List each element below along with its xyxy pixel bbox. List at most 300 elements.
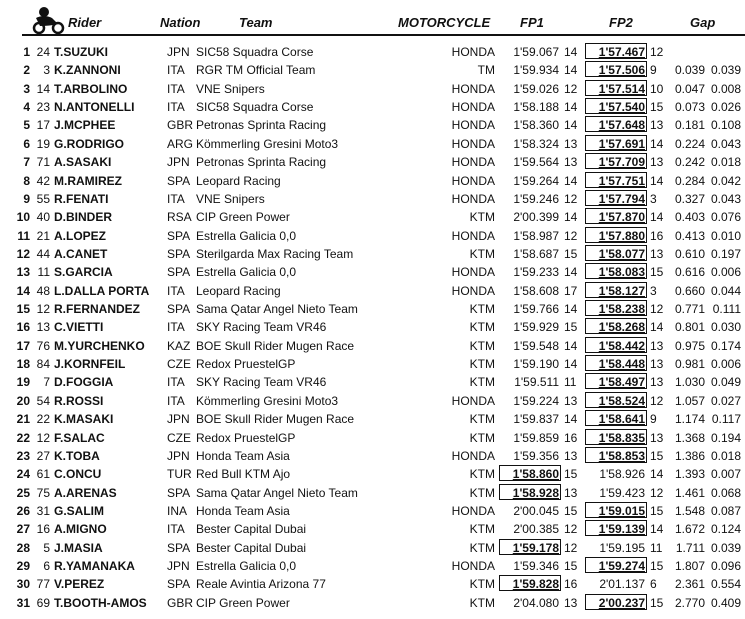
motorcycle: KTM [469,302,495,317]
table-row [0,227,745,245]
position: 4 [23,100,30,115]
gap-to-previous: 0.194 [710,430,741,445]
position: 7 [23,155,30,170]
position: 22 [16,430,30,445]
team-name: Bester Capital Dubai [196,522,307,537]
fp2-time: 1'58.127 [598,283,645,298]
gap-to-first: 0.660 [674,283,705,298]
gap-to-first: 0.224 [674,136,705,151]
motorcycle: HONDA [451,228,495,243]
position: 2 [23,63,30,78]
rider-number: 40 [36,210,50,225]
fp1-time: 1'59.264 [513,173,559,188]
fp1-time: 1'59.934 [513,63,559,78]
team-name: Redox PruestelGP [196,430,296,445]
fp1-laps: 13 [564,155,578,170]
fp1-laps: 14 [564,45,578,59]
fp2-laps: 12 [650,302,664,317]
rider-name: R.FERNANDEZ [54,302,140,317]
position: 20 [16,393,30,408]
gap-to-previous: 0.076 [710,210,741,225]
fp2-time: 1'58.835 [598,430,645,445]
fp1-laps: 13 [564,136,578,151]
table-row [0,80,745,98]
position: 10 [16,210,30,225]
fp2-time: 1'57.648 [598,118,645,133]
fp2-laps: 15 [650,559,664,574]
motorcycle: TM [477,63,495,78]
position: 26 [16,504,30,518]
table-row [0,447,745,465]
fp2-time: 1'59.274 [598,559,645,574]
team-name: SKY Racing Team VR46 [196,375,327,390]
gap-to-previous: 0.043 [710,191,741,206]
fp2-laps: 14 [650,136,664,151]
team-name: CIP Green Power [196,595,290,610]
motorcycle: HONDA [451,81,495,96]
fp1-laps: 12 [564,81,578,96]
gap-to-previous: 0.008 [710,81,741,96]
gap-to-previous: 0.096 [710,559,741,574]
team-name: VNE Snipers [196,191,265,206]
gap-to-previous: 0.026 [710,100,741,115]
fp2-time: 1'58.926 [599,467,645,482]
fp2-time: 1'57.751 [598,173,645,188]
team-name: Honda Team Asia [196,504,290,518]
rider-number: 19 [36,136,50,151]
gap-to-first: 1.386 [674,448,705,463]
rider-number: 23 [36,100,50,115]
position: 29 [16,559,30,574]
gap-to-first: 0.039 [674,63,705,78]
rider-number: 42 [36,173,50,188]
motorcycle: HONDA [451,45,495,59]
position: 12 [16,246,30,261]
table-row [0,484,745,502]
gap-to-previous: 0.039 [710,540,741,555]
position: 6 [23,136,30,151]
fp2-time: 1'58.448 [598,357,645,372]
table-row [0,318,745,336]
fp1-time: 1'59.828 [512,577,559,592]
fp1-laps: 14 [564,118,578,133]
rider-name: L.DALLA PORTA [54,283,150,298]
motorcycle: HONDA [451,504,495,518]
fp2-time: 1'57.506 [598,63,645,78]
fp2-time: 1'59.015 [598,504,645,518]
motorcycle: HONDA [451,191,495,206]
table-row [0,172,745,190]
fp1-time: 1'58.987 [513,228,559,243]
gap-to-first: 0.413 [674,228,705,243]
motorcycle: KTM [469,338,495,353]
fp2-laps: 13 [650,375,664,390]
nation: SPA [167,540,191,555]
fp2-laps: 14 [650,467,664,482]
position: 28 [16,540,30,555]
table-row [0,61,745,79]
rider-number: 13 [36,320,50,335]
motorcycle: KTM [469,467,495,482]
gap-to-previous: 0.006 [710,265,741,280]
team-name: CIP Green Power [196,210,290,225]
rider-name: A.ARENAS [54,485,117,500]
fp1-laps: 14 [564,338,578,353]
nation: TUR [167,467,192,482]
fp1-laps: 17 [564,283,578,298]
rider-name: A.MIGNO [54,522,107,537]
rider-name: D.FOGGIA [54,375,114,390]
fp2-laps: 3 [650,283,657,298]
fp2-laps: 15 [650,100,664,115]
rider-number: 12 [36,302,50,317]
fp2-laps: 14 [650,320,664,335]
fp1-laps: 12 [564,228,578,243]
nation: SPA [167,173,191,188]
table-row [0,410,745,428]
fp1-time: 1'58.928 [512,485,559,500]
rider-name: S.GARCIA [54,265,113,280]
rider-name: R.YAMANAKA [54,559,135,574]
gap-to-first: 1.548 [674,504,705,518]
rider-number: 17 [36,118,50,133]
team-header: Team [239,15,273,30]
fp1-time: 1'59.246 [513,191,559,206]
team-name: VNE Snipers [196,81,265,96]
position: 19 [16,375,30,390]
team-name: Leopard Racing [196,173,281,188]
nation: SPA [167,577,191,592]
fp1-time: 1'59.190 [513,357,559,372]
motorcycle: KTM [469,485,495,500]
table-row [0,135,745,153]
gap-to-previous: 0.068 [710,485,741,500]
nation: ITA [167,191,185,206]
nation: GBR [167,595,194,610]
fp2-time: 2'01.137 [599,577,645,592]
fp1-laps: 13 [564,448,578,463]
rider-name: K.TOBA [54,448,100,463]
rider-name: G.SALIM [54,504,104,518]
nation: ITA [167,375,185,390]
table-row [0,594,745,612]
fp2-laps: 12 [650,485,664,500]
fp2-laps: 11 [650,540,663,555]
table-row [0,392,745,410]
motorcycle: KTM [469,430,495,445]
gap-to-first: 1.030 [674,375,705,390]
rider-name: J.MCPHEE [54,118,116,133]
fp1-time: 1'58.608 [513,283,559,298]
table-header [0,0,745,40]
rider-number: 71 [36,155,50,170]
gap-to-first: 0.047 [674,81,705,96]
gap-to-previous: 0.108 [710,118,741,133]
fp2-time: 1'59.195 [599,540,645,555]
fp1-laps: 15 [564,559,578,574]
gap-to-previous: 0.197 [710,246,741,261]
rider-number: 69 [36,595,50,610]
fp2-laps: 12 [650,45,664,59]
team-name: Estrella Galicia 0,0 [196,559,297,574]
gap-to-first: 1.711 [675,540,705,555]
fp2-laps: 15 [650,595,664,610]
motorcycle: KTM [469,357,495,372]
gap-to-previous: 0.006 [710,357,741,372]
fp1-laps: 14 [564,412,578,427]
rider-number: 75 [36,485,50,500]
gap-to-first: 1.057 [674,393,705,408]
table-row [0,43,745,61]
team-name: BOE Skull Rider Mugen Race [196,412,355,427]
nation: JPN [167,559,190,574]
fp1-time: 1'58.360 [513,118,559,133]
rider-number: 24 [36,45,50,59]
fp2-laps: 3 [650,191,657,206]
team-name: Sama Qatar Angel Nieto Team [196,485,358,500]
nation: SPA [167,485,191,500]
rider-name: T.SUZUKI [54,45,108,59]
table-row [0,575,745,593]
gap-to-previous: 0.111 [712,302,741,317]
gap-to-previous: 0.049 [710,375,741,390]
gap-to-first: 1.174 [674,412,705,427]
team-name: Estrella Galicia 0,0 [196,228,297,243]
nation: ITA [167,81,185,96]
fp2-time: 1'58.524 [598,393,645,408]
motorcycle: KTM [469,320,495,335]
rider-number: 31 [36,504,50,518]
motorcycle: HONDA [451,155,495,170]
table-row [0,282,745,300]
fp2-laps: 13 [650,338,664,353]
fp2-time: 1'58.268 [598,320,645,335]
fp2-time: 1'57.709 [598,155,645,170]
nation: INA [167,504,188,518]
rider-name: C.VIETTI [54,320,104,335]
gap-to-previous: 0.030 [710,320,741,335]
table-row [0,465,745,483]
fp1-time: 1'59.346 [513,559,559,574]
gap-to-first: 0.403 [674,210,705,225]
position: 11 [17,228,30,243]
position: 17 [16,338,30,353]
fp1-time: 1'59.224 [513,393,559,408]
motorcycle: HONDA [451,448,495,463]
team-name: Petronas Sprinta Racing [196,118,327,133]
fp2-time: 1'57.880 [598,228,645,243]
position: 9 [23,191,30,206]
fp2-laps: 14 [650,210,664,225]
team-name: Bester Capital Dubai [196,540,307,555]
fp2-laps: 13 [650,118,664,133]
rider-header: Rider [68,15,102,30]
rider-name: T.ARBOLINO [54,81,128,96]
fp1-time: 1'58.324 [513,136,559,151]
motorcycle: HONDA [451,173,495,188]
rider-number: 84 [36,357,50,372]
fp1-laps: 15 [564,320,578,335]
position: 13 [16,265,30,280]
rider-name: D.BINDER [54,210,113,225]
fp1-laps: 16 [564,577,578,592]
position: 16 [16,320,30,335]
rider-name: J.MASIA [54,540,103,555]
gap-to-first: 0.242 [674,155,705,170]
team-name: SIC58 Squadra Corse [196,45,314,59]
gap-to-first: 2.361 [674,577,705,592]
rider-number: 16 [36,522,50,537]
rider-name: R.ROSSI [54,393,104,408]
fp1-time: 1'59.233 [513,265,559,280]
motorcycle: HONDA [451,100,495,115]
nation: ITA [167,393,185,408]
gap-to-previous: 0.174 [710,338,741,353]
position: 27 [16,522,30,537]
fp1-time: 1'59.511 [514,375,559,390]
rider-number: 44 [36,246,50,261]
team-name: Red Bull KTM Ajo [196,467,291,482]
table-row [0,263,745,281]
gap-to-first: 1.368 [674,430,705,445]
rider-name: C.ONCU [54,467,102,482]
fp1-time: 2'00.399 [513,210,559,225]
nation: KAZ [167,338,191,353]
fp2-laps: 15 [650,265,664,280]
fp2-time: 1'57.514 [598,81,645,96]
gap-to-previous: 0.117 [711,412,741,427]
table-row [0,355,745,373]
gap-to-first: 1.807 [674,559,705,574]
fp1-time: 1'59.548 [513,338,559,353]
fp1-laps: 16 [564,430,578,445]
motorcycle: HONDA [451,265,495,280]
rider-number: 11 [37,265,50,280]
rider-name: M.RAMIREZ [54,173,122,188]
fp1-laps: 14 [564,210,578,225]
gap-to-previous: 0.554 [710,577,741,592]
fp1-laps: 14 [564,63,578,78]
motorcycle: HONDA [451,118,495,133]
nation: ARG [167,136,194,151]
rider-name: G.RODRIGO [54,136,125,151]
rider-name: A.LOPEZ [54,228,107,243]
fp1-laps: 14 [564,265,578,280]
fp2-time: 1'59.139 [598,522,645,537]
fp1-laps: 13 [564,595,578,610]
gap-to-first: 1.461 [674,485,705,500]
fp1-time: 2'00.385 [513,522,559,537]
fp2-time: 1'57.467 [598,45,645,59]
gap-to-previous: 0.124 [710,522,741,537]
rider-number: 54 [36,393,50,408]
fp1-time: 1'58.188 [513,100,559,115]
rider-number: 27 [36,448,50,463]
position: 23 [16,448,30,463]
position: 8 [23,173,30,188]
team-name: Leopard Racing [196,283,281,298]
fp1-time: 1'59.929 [513,320,559,335]
nation: ITA [167,522,185,537]
rider-name: N.ANTONELLI [54,100,135,115]
fp1-laps: 11 [564,375,577,390]
fp2-laps: 10 [650,81,664,96]
gap-to-first: 2.770 [674,595,705,610]
gap-to-first: 0.181 [674,118,705,133]
fp2-time: 1'58.641 [598,412,645,427]
rider-number: 7 [43,375,50,390]
fp1-time: 1'59.766 [513,302,559,317]
team-name: SKY Racing Team VR46 [196,320,327,335]
nation: JPN [167,155,190,170]
fp1-time: 1'59.178 [512,540,559,555]
fp2-laps: 14 [650,173,664,188]
nation: SPA [167,265,191,280]
position: 1 [23,45,30,59]
gap-to-previous: 0.087 [710,504,741,518]
nation: SPA [167,246,191,261]
position: 15 [16,302,30,317]
rider-name: T.BOOTH-AMOS [54,595,147,610]
rider-number: 55 [36,191,50,206]
gap-to-first: 0.616 [674,265,705,280]
fp2-time: 1'58.083 [598,265,645,280]
gap-to-previous: 0.042 [710,173,741,188]
fp1-laps: 14 [564,173,578,188]
team-name: Reale Avintia Arizona 77 [196,577,326,592]
rider-number: 3 [43,63,50,78]
table-row [0,245,745,263]
table-row [0,98,745,116]
table-row [0,153,745,171]
fp1-header: FP1 [520,15,544,30]
gap-to-first: 0.975 [674,338,705,353]
rider-name: K.MASAKI [54,412,114,427]
position: 18 [16,357,30,372]
fp2-time: 1'58.238 [598,302,645,317]
nation: CZE [167,430,191,445]
table-row [0,429,745,447]
table-row [0,190,745,208]
fp2-laps: 13 [650,357,664,372]
motorcycle: KTM [469,522,495,537]
nation: GBR [167,118,194,133]
table-row [0,539,745,557]
fp2-time: 1'57.691 [598,136,645,151]
rider-number: 22 [36,412,50,427]
rider-name: A.CANET [54,246,108,261]
rider-number: 6 [43,559,50,574]
nation: RSA [167,210,192,225]
rider-name: M.YURCHENKO [54,338,145,353]
gap-to-first: 0.073 [674,100,705,115]
fp1-laps: 14 [564,302,578,317]
gap-to-previous: 0.018 [710,155,741,170]
fp2-time: 1'58.497 [598,375,645,390]
fp2-time: 1'59.423 [599,485,645,500]
fp1-laps: 15 [564,467,578,482]
gap-to-first: 0.327 [674,191,705,206]
team-name: Redox PruestelGP [196,357,296,372]
fp2-laps: 13 [650,246,664,261]
motorcycle: HONDA [451,559,495,574]
position: 24 [16,467,30,482]
position: 5 [23,118,30,133]
fp1-laps: 12 [564,191,578,206]
motorcycle: KTM [469,595,495,610]
gap-to-first: 1.672 [674,522,705,537]
rider-name: R.FENATI [54,191,109,206]
